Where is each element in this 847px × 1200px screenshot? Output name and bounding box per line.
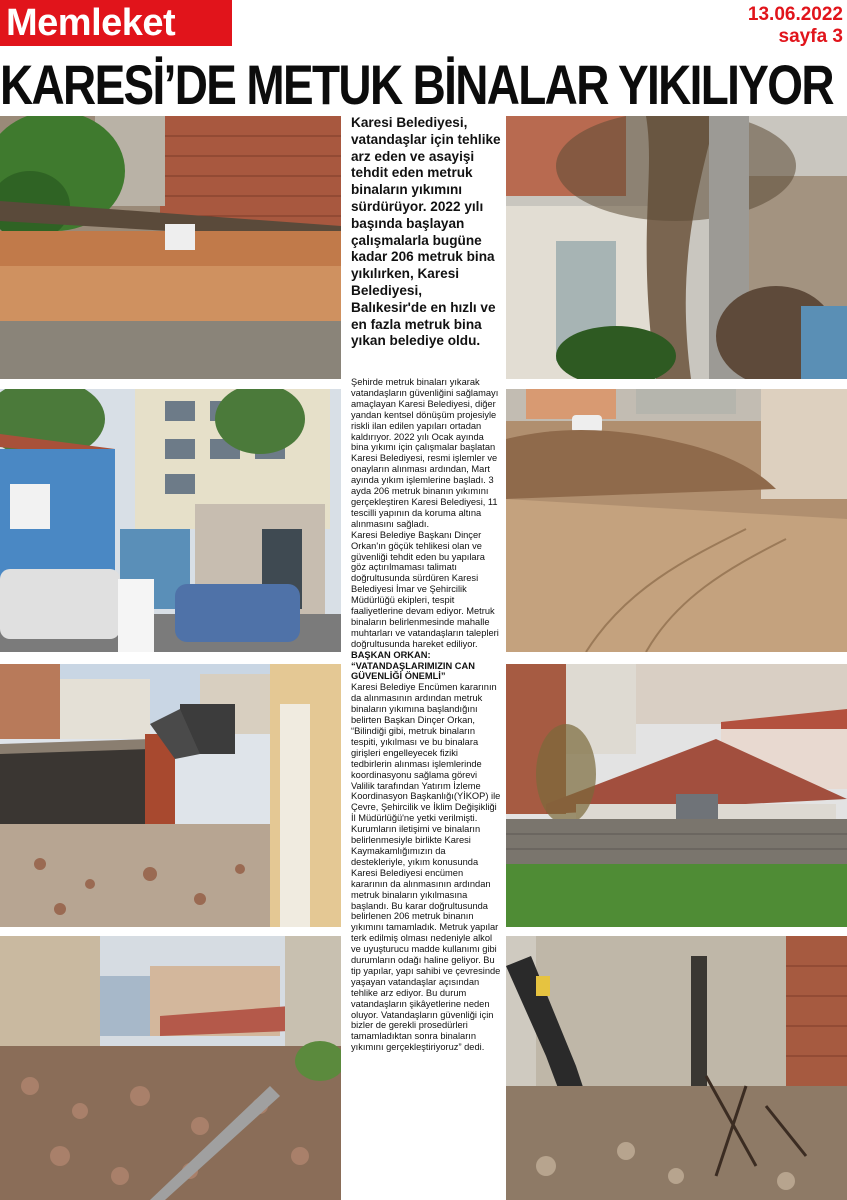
article-lead: Karesi Belediyesi, vatandaşlar için tehlike arz eden ve asayişi tehdit eden metruk binaların yıkımını sürdürüyor. 2022 yılı başında başlayan çalışmalarla bugüne kadar 206 metruk bina yıkılırken, Karesi Belediyesi, Balıkesir'de en hızlı ve en fazla metruk bina yıkan belediye oldu. — [351, 115, 501, 349]
photo-rubble-field — [0, 936, 341, 1200]
body-paragraph: Karesi Belediye Encümen kararının da alınmasının ardından metruk binaların yıkımına başlandığını belirten Başkan Dinçer Orkan, “Bilindiği gibi, metruk binaların tespiti, yıkılması ve bu binalara girişleri engelleyecek fiziki tedbirlerin alınması işlemlerinde koordinasyonu sağlama görevi Valilik tarafından Yatırım İzleme Koordinasyon Başkanlığı(YİKOP) ile Çevre, Şehircilik ve İklim Değişikliği İl Müdürlüğü'ne yetki verilmişti. Kurumların iletişimi ve binaların belirlenmesiyle birlikte Karesi Kaymakamlığımızın da destekleriyle, yıkım konusunda Karesi Belediyesi encümen kararının da alınmasının ardından metruk binaların yıkılmasına başlandı. Bu karar doğrultusunda belirlenen 206 metruk binanın yıkımını tamamladık. Metruk yapılar terk edilmiş olması nedeniyle alkol ve uyuşturucu madde kullanımı gibi durumların odağı haline geliyor. Bu tip yapılar, yapı sahibi ve çevresinde yaşayan vatandaşlar açısından tehlike arz ediyor. Bu durum vatandaşların şikâyetlerine neden oluyor. Vatandaşların güvenliği için bizler de gerekli prosedürleri tamamladıktan sonra binaların yıkımını gerçekleştiriyoruz” dedi. — [351, 682, 501, 1053]
photo-street-blue-house — [0, 389, 341, 652]
body-paragraph: Karesi Belediye Başkanı Dinçer Orkan'ın göçük tehlikesi olan ve güvenliği tehdit eden bu yapılara göz açtırılmaması talimatı doğrultusunda sürdüren Karesi Belediyesi İmar ve Şehircilik Müdürlüğü ekipleri, tespit faaliyetlerine devam ediyor. Metruk binaların belirlenmesinde mahalle muhtarları ve vatandaşların talepleri doğrultusunda hareket ediliyor. — [351, 529, 499, 649]
issue-date: 13.06.2022 — [747, 4, 843, 25]
photo-crumbling-wall — [0, 116, 341, 379]
photo-excavator-tearing-building — [506, 936, 847, 1200]
headline: KARESİ’DE METUK BİNALAR YIKILIYOR — [0, 53, 833, 116]
issue-info — [748, 4, 843, 48]
photo-old-house-stone-wall — [506, 664, 847, 927]
article-subheading: BAŞKAN ORKAN: “VATANDAŞLARIMIZIN CAN GÜVENLİĞİ ÖNEMLİ” — [351, 649, 475, 682]
body-paragraph: Şehirde metruk binaları yıkarak vatandaşların güvenliğini sağlamayı amaçlayan Karesi Belediyesi, diğer yandan kentsel dönüşüm projesiyle riskli ilan edilen yapıları ortadan kaldırıyor. 2022 yılı Ocak ayında bina yıkımı için çalışmalar başlatan Karesi Belediyesi, resmi işlemler ve onayların alınması ardından, Mart ayında yıkım işlemlerine başladı. 3 ayda 206 metruk binanın yıkımını gerçekleştiren Karesi Belediyesi, 11 tescilli yapının da koruma altına alınmasını sağladı. — [351, 377, 499, 529]
article-body — [351, 377, 501, 1053]
photo-excavator-demolition — [0, 664, 341, 927]
page-number: sayfa 3 — [778, 26, 843, 47]
photo-cleared-dirt-lot — [506, 389, 847, 652]
newspaper-section-logo: Memleket — [0, 0, 232, 46]
photo-tree-and-wall — [506, 116, 847, 379]
